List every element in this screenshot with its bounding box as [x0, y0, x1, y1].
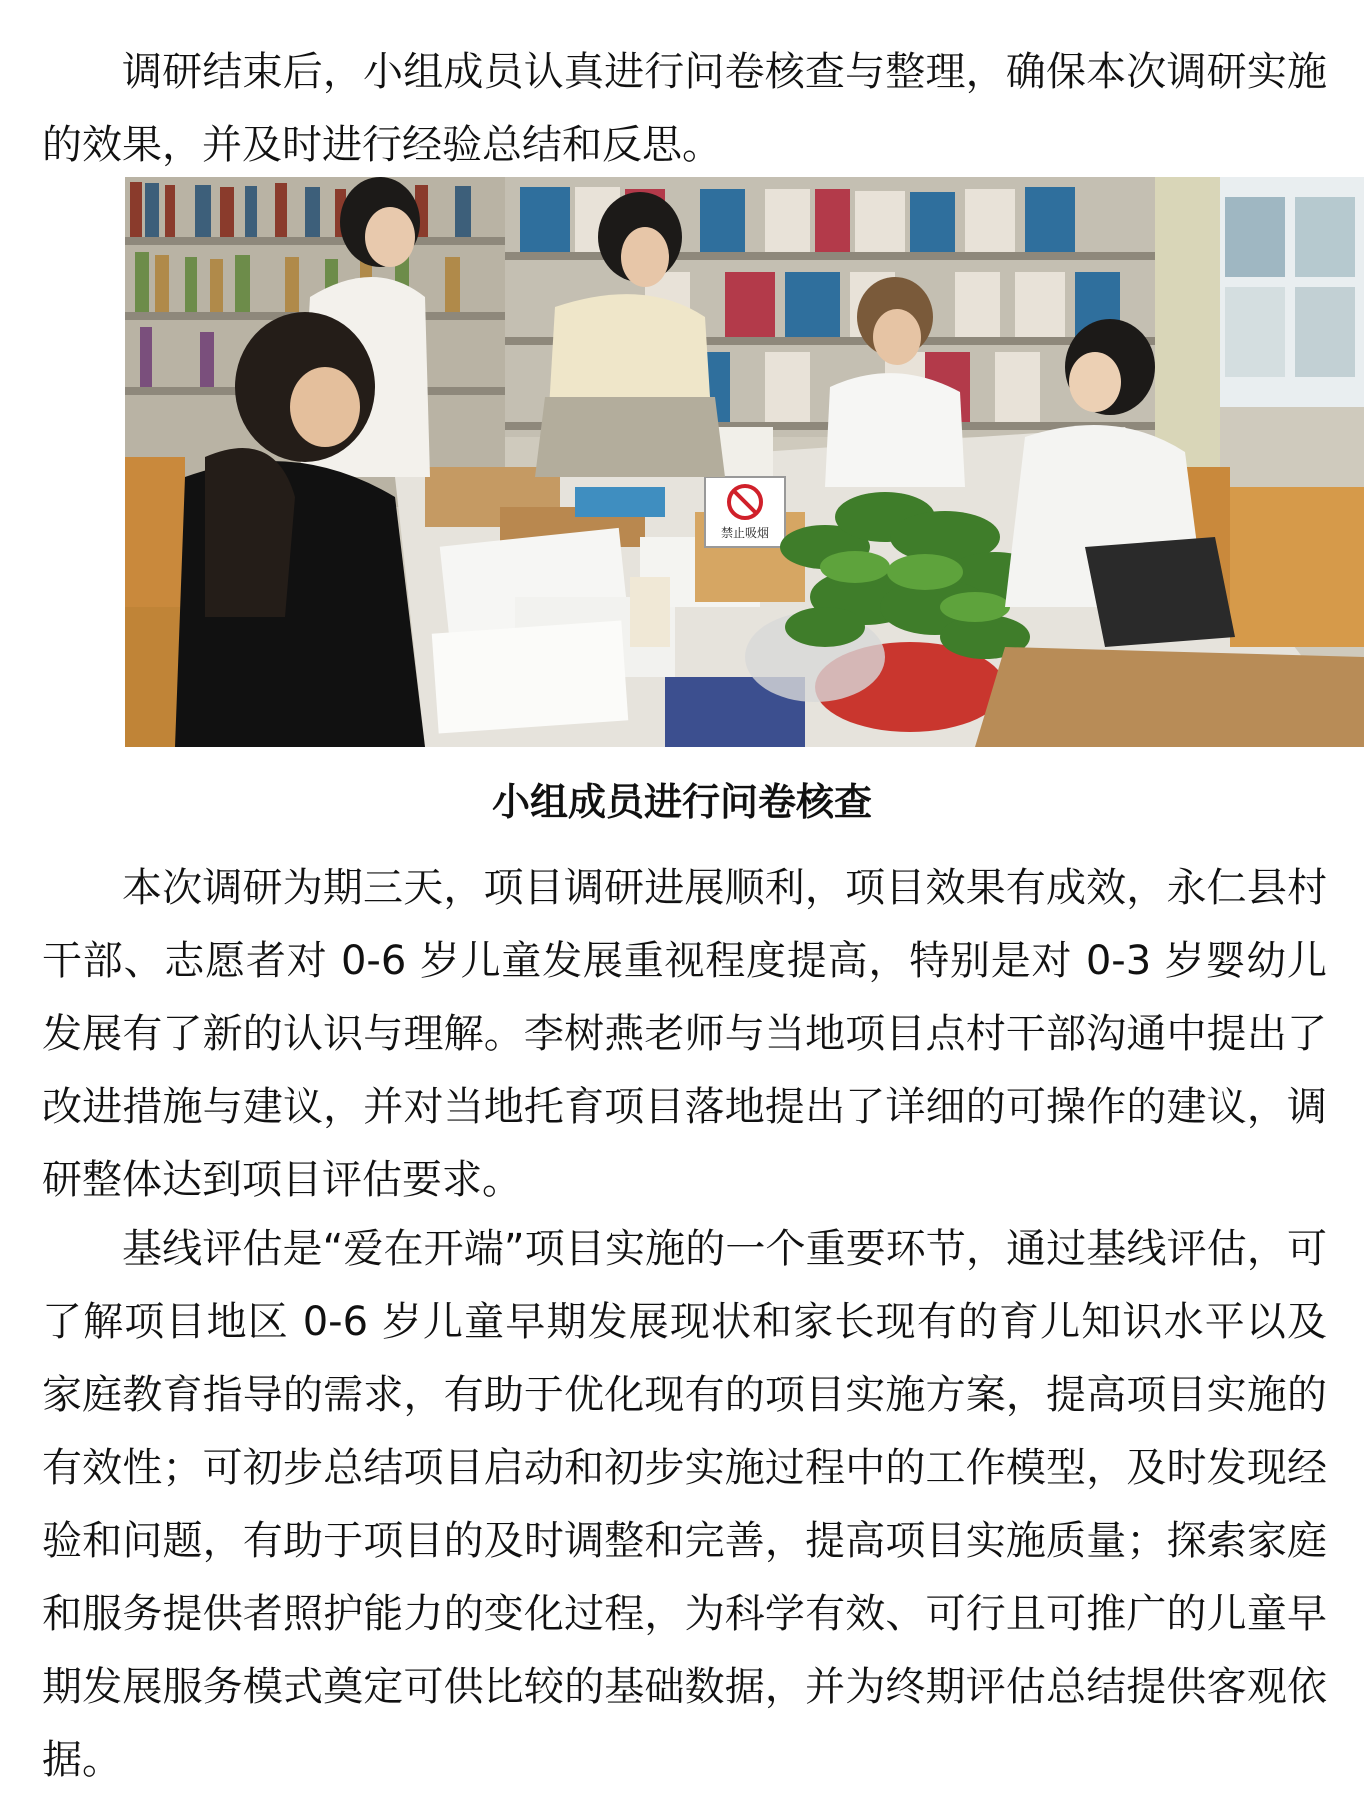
baseline-paragraph: 基线评估是“爱在开端”项目实施的一个重要环节，通过基线评估，可了解项目地区 0-6 岁儿童早期发展现状和家长现有的育儿知识水平以及家庭教育指导的需求，有助于优化现有的项目实施方案，提高项目实施的有效性；可初步总结项目启动和初步实施过程中的工作模型，及时发现经验和问题，有助于项目的及时调整和完善，提高项目实施质量；探索家庭和服务提供者照护能力的变化过程，为科学有效、可行且可推广的儿童早期发展服务模式奠定可供比较的基础数据，并为终期评估总结提供客观依据。 — [42, 1226, 1327, 1783]
photo-caption: 小组成员进行问卷核查 — [491, 780, 872, 824]
no-smoking-label: 禁止吸烟 — [720, 526, 770, 540]
survey-review-photo — [125, 177, 1364, 747]
no-smoking-sign — [705, 477, 785, 547]
result-paragraph: 本次调研为期三天，项目调研进展顺利，项目效果有成效，永仁县村干部、志愿者对 0-6 岁儿童发展重视程度提高，特别是对 0-3 岁婴幼儿发展有了新的认识与理解。李树燕老师与当地项目点村干部沟通中提出了改进措施与建议，并对当地托育项目落地提出了详细的可操作的建议，调研整体达到项目评估要求。 — [42, 865, 1327, 1203]
intro-paragraph: 调研结束后，小组成员认真进行问卷核查与整理，确保本次调研实施的效果，并及时进行经验总结和反思。 — [42, 49, 1327, 168]
